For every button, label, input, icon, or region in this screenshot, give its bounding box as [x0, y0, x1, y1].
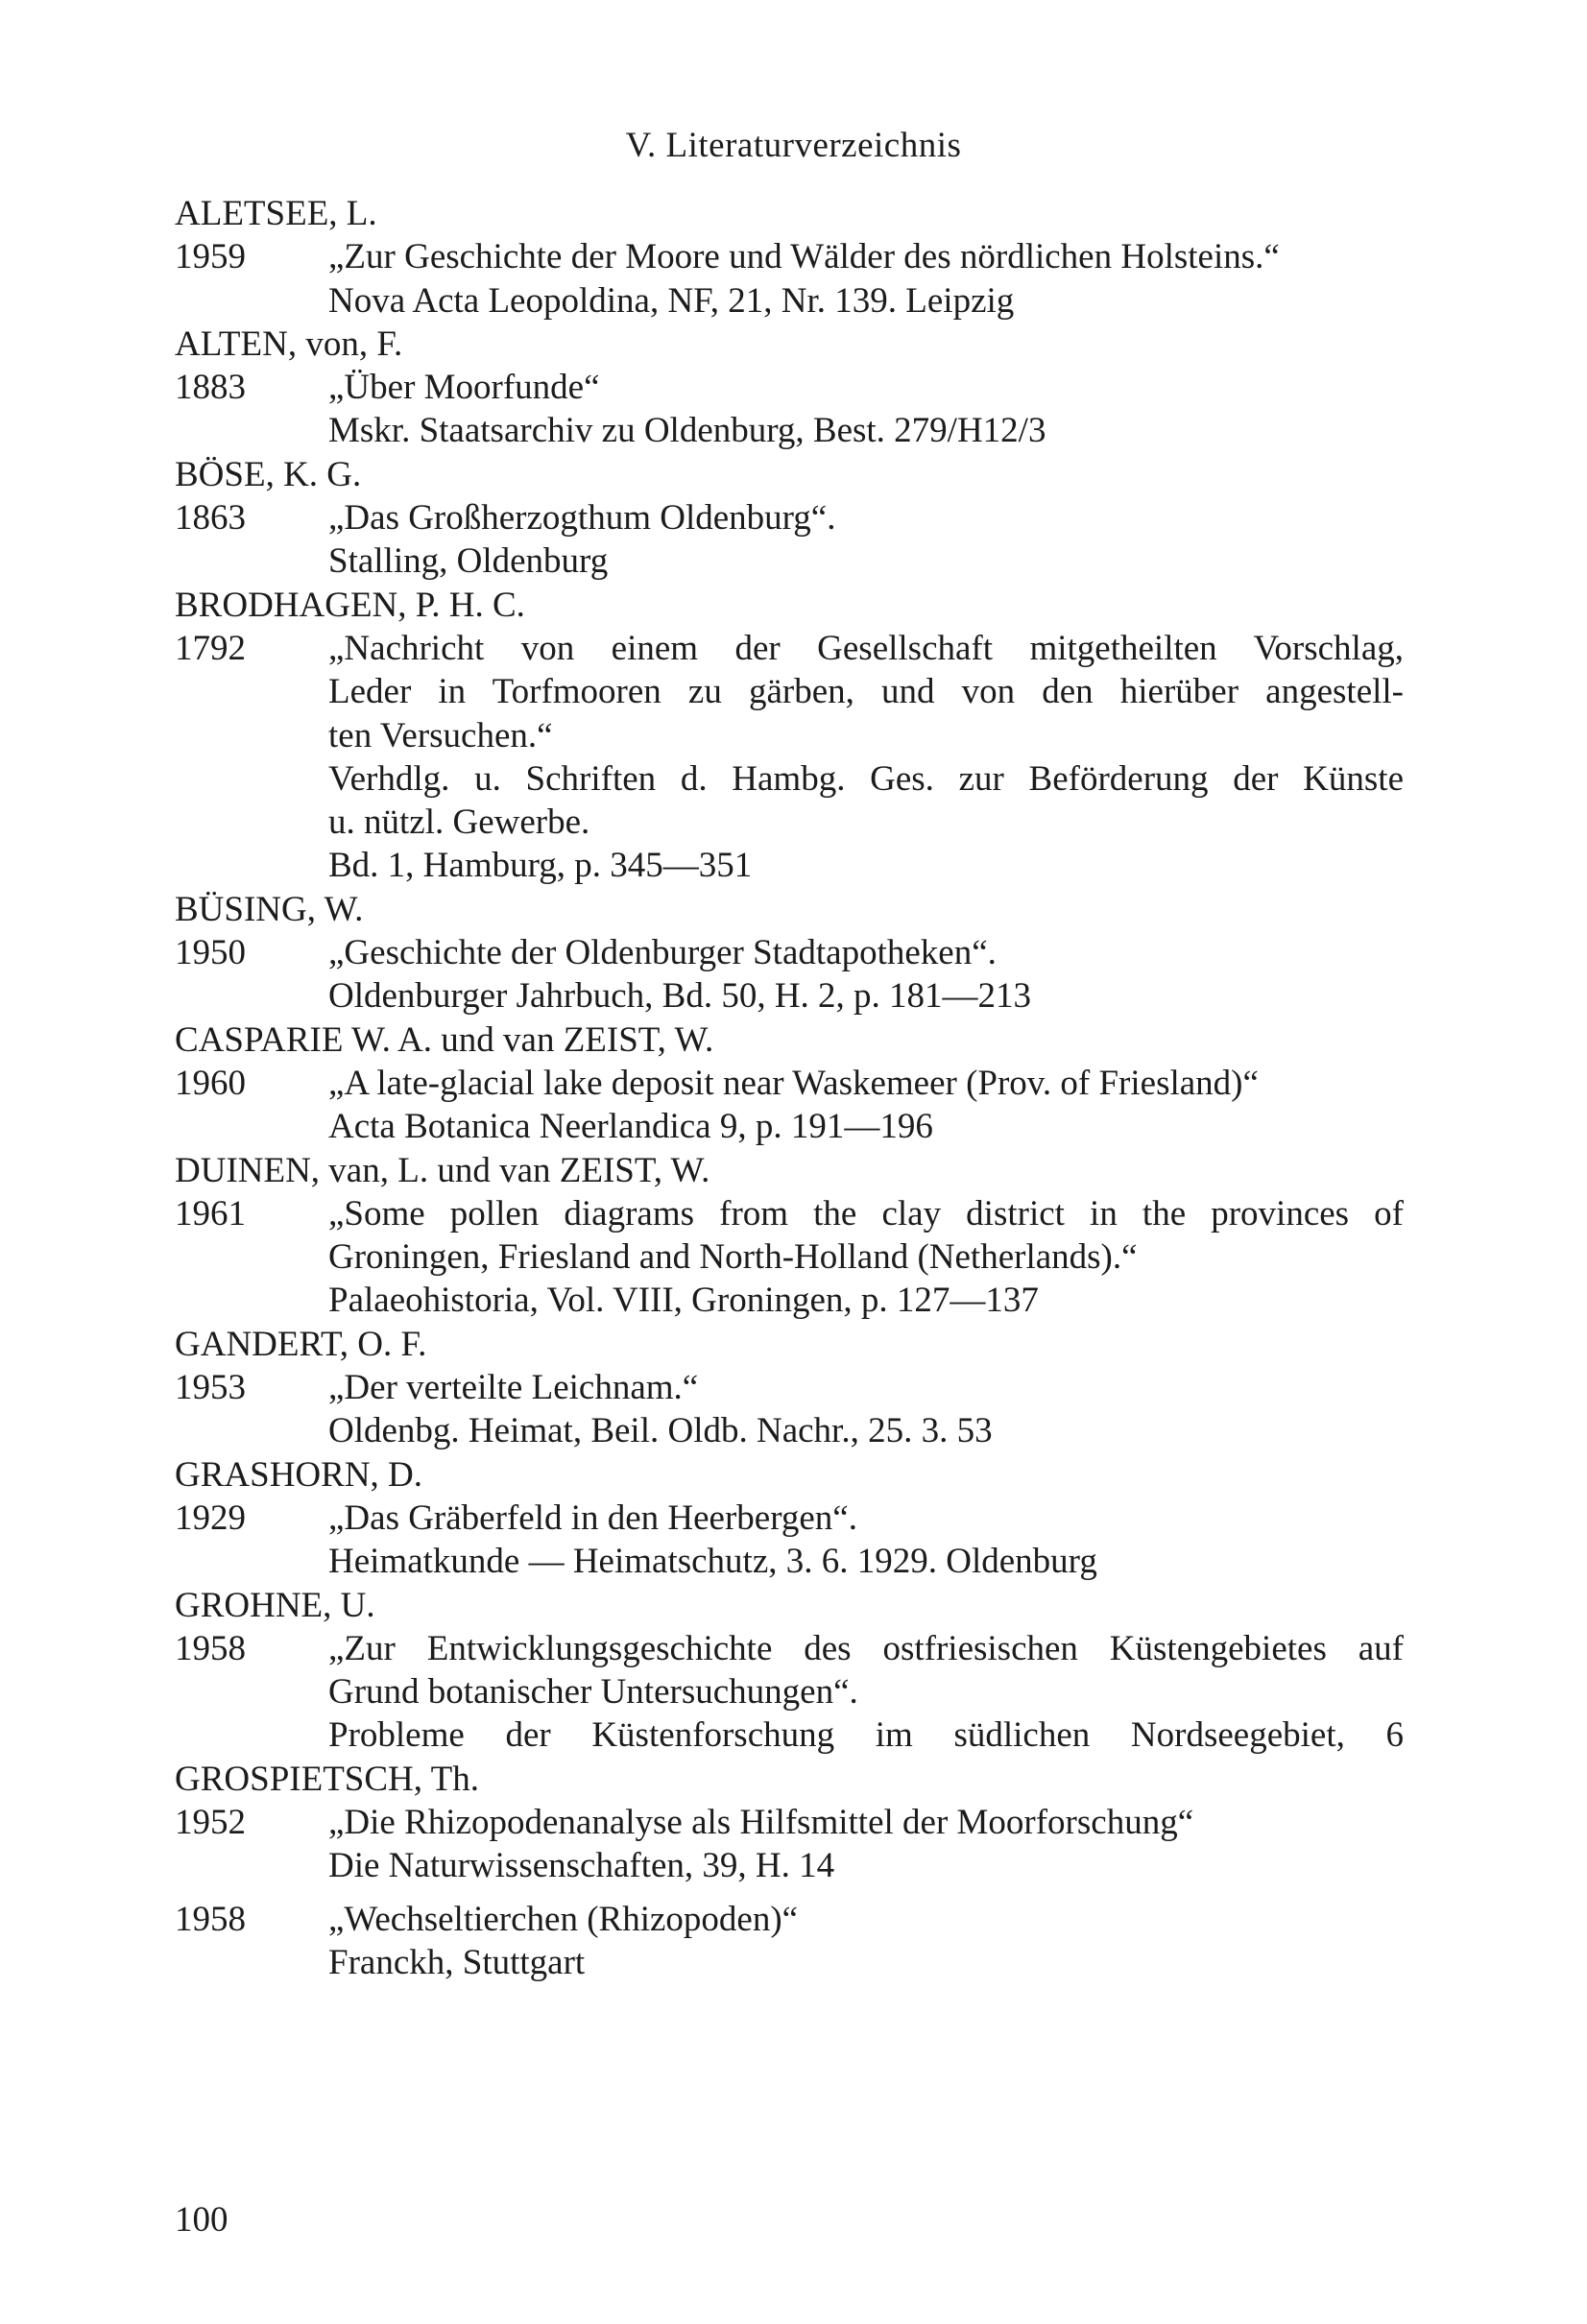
reference-line: Palaeohistoria, Vol. VIII, Groningen, p. 127—137 [328, 1281, 1039, 1321]
reference-line: Acta Botanica Neerlandica 9, p. 191—196 [328, 1107, 933, 1147]
reference-author: BRODHAGEN, P. H. C. [175, 585, 525, 625]
reference-line: Heimatkunde — Heimatschutz, 3. 6. 1929. Oldenburg [328, 1542, 1097, 1582]
reference-line: „Das Gräberfeld in den Heerbergen“. [328, 1497, 857, 1538]
reference-line: Groningen, Friesland and North-Holland (Netherlands).“ [328, 1237, 1138, 1278]
reference-line: „Zur Geschichte der Moore und Wälder des nördlichen Holsteins.“ [328, 237, 1280, 277]
reference-line: Grund botanischer Untersuchungen“. [328, 1672, 858, 1713]
reference-author: BÜSING, W. [175, 889, 364, 929]
section-heading: V. Literaturverzeichnis [625, 126, 962, 165]
reference-item [175, 366, 1404, 453]
reference-year: 1960 [175, 1063, 246, 1103]
reference-year: 1792 [175, 628, 246, 668]
reference-item [175, 1062, 1404, 1149]
reference-author: ALETSEE, L. [175, 194, 377, 233]
reference-item [175, 1192, 1404, 1323]
reference-line: „Das Großherzogthum Oldenburg“. [328, 498, 836, 539]
reference-text [328, 496, 1404, 584]
reference-item [175, 1898, 1404, 1985]
reference-line: Bd. 1, Hamburg, p. 345—351 [328, 846, 753, 886]
reference-author: GROHNE, U. [175, 1585, 375, 1625]
reference-line: Oldenbg. Heimat, Beil. Oldb. Nachr., 25. 3. 53 [328, 1411, 993, 1451]
reference-text [328, 1801, 1404, 1888]
reference-year: 1929 [175, 1497, 246, 1538]
reference-text [328, 931, 1404, 1018]
reference-text [328, 1898, 1404, 1985]
reference-item [175, 235, 1404, 323]
reference-text [328, 235, 1404, 323]
reference-line: Nova Acta Leopoldina, NF, 21, Nr. 139. Leipzig [328, 280, 1015, 321]
reference-author: GROSPIETSCH, Th. [175, 1759, 479, 1799]
reference-year: 1958 [175, 1899, 246, 1939]
reference-item [175, 496, 1404, 584]
reference-year: 1961 [175, 1193, 246, 1234]
reference-line: Die Naturwissenschaften, 39, H. 14 [328, 1846, 835, 1886]
reference-author: DUINEN, van, L. und van ZEIST, W. [175, 1150, 710, 1190]
reference-year: 1950 [175, 933, 246, 973]
reference-item [175, 1627, 1404, 1758]
reference-item [175, 1497, 1404, 1584]
reference-year: 1883 [175, 368, 246, 408]
reference-text [328, 1192, 1404, 1323]
reference-line: „Wechseltierchen (Rhizopoden)“ [328, 1899, 799, 1939]
reference-line: „A late-glacial lake deposit near Waskemeer (Prov. of Friesland)“ [328, 1063, 1259, 1103]
reference-item [175, 1801, 1404, 1888]
reference-line: Franckh, Stuttgart [328, 1942, 586, 1982]
reference-line: „Über Moorfunde“ [328, 368, 600, 408]
reference-line: Stalling, Oldenburg [328, 541, 609, 582]
reference-text [328, 1497, 1404, 1584]
page-number: 100 [175, 2200, 228, 2240]
reference-author: GANDERT, O. F. [175, 1324, 427, 1364]
reference-line: „Some pollen diagrams from the clay district in the provinces of [328, 1193, 1404, 1234]
reference-author: ALTEN, von, F. [175, 323, 403, 364]
reference-text [328, 627, 1404, 888]
reference-author: GRASHORN, D. [175, 1454, 423, 1495]
reference-year: 1953 [175, 1368, 246, 1408]
reference-line: u. nützl. Gewerbe. [328, 803, 590, 843]
reference-line: Verhdlg. u. Schriften d. Hambg. Ges. zur Beförderung der Künste [328, 758, 1404, 799]
reference-line: „Die Rhizopodenanalyse als Hilfsmittel der Moorforschung“ [328, 1802, 1194, 1842]
reference-text [328, 1062, 1404, 1149]
reference-line: Mskr. Staatsarchiv zu Oldenburg, Best. 279/H12/3 [328, 411, 1046, 451]
reference-text [328, 1627, 1404, 1758]
reference-year: 1952 [175, 1802, 246, 1842]
reference-item [175, 1366, 1404, 1453]
reference-line: Leder in Torfmooren zu gärben, und von den hierüber angestell- [328, 672, 1404, 712]
reference-line: „Geschichte der Oldenburger Stadtapotheken“. [328, 933, 997, 973]
reference-list [175, 192, 1404, 1984]
reference-text [328, 1366, 1404, 1453]
reference-year: 1863 [175, 498, 246, 539]
reference-line: ten Versuchen.“ [328, 715, 553, 755]
reference-line: „Nachricht von einem der Gesellschaft mitgetheilten Vorschlag, [328, 628, 1404, 668]
reference-text [328, 366, 1404, 453]
reference-author: BÖSE, K. G. [175, 454, 362, 494]
reference-item [175, 627, 1404, 888]
reference-line: „Der verteilte Leichnam.“ [328, 1368, 699, 1408]
reference-item [175, 931, 1404, 1018]
reference-year: 1958 [175, 1628, 246, 1668]
reference-line: Oldenburger Jahrbuch, Bd. 50, H. 2, p. 181—213 [328, 976, 1032, 1017]
reference-line: Probleme der Küstenforschung im südlichen Nordseegebiet, 6 [328, 1715, 1404, 1756]
reference-year: 1959 [175, 237, 246, 277]
reference-line: „Zur Entwicklungsgeschichte des ostfriesischen Küstengebietes auf [328, 1628, 1404, 1668]
reference-author: CASPARIE W. A. und van ZEIST, W. [175, 1019, 714, 1060]
